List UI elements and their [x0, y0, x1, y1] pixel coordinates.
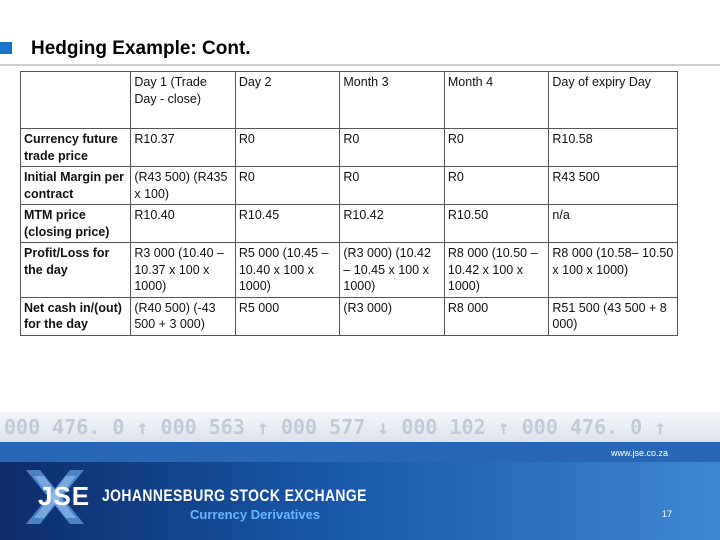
- jse-logo-text: JSE: [38, 481, 91, 511]
- table-cell: R10.50: [444, 205, 549, 243]
- table-row: [21, 205, 678, 243]
- title-bullet: [0, 42, 12, 54]
- table-cell: R0: [340, 129, 445, 167]
- header-cell-day1: Day 1 (Trade Day - close): [131, 72, 236, 129]
- table-row: [21, 167, 678, 205]
- table-cell: R0: [444, 167, 549, 205]
- title-divider: [0, 64, 720, 66]
- table-cell: R5 000: [235, 297, 340, 335]
- table-cell: (R3 000): [340, 297, 445, 335]
- table-cell: R51 500 (43 500 + 8 000): [549, 297, 678, 335]
- row-header: Net cash in/(out) for the day: [21, 297, 131, 335]
- header-cell-month3: Month 3: [340, 72, 445, 129]
- organization-name: JOHANNESBURG STOCK EXCHANGE: [102, 486, 367, 505]
- table-header-row: [21, 72, 678, 129]
- table-cell: R0: [340, 167, 445, 205]
- hedging-table: [20, 71, 678, 336]
- stock-ticker-strip: [0, 412, 720, 442]
- website-link[interactable]: www.jse.co.za: [610, 448, 668, 458]
- row-header: Currency future trade price: [21, 129, 131, 167]
- row-header: Initial Margin per contract: [21, 167, 131, 205]
- table-cell: R10.45: [235, 205, 340, 243]
- table-cell: R43 500: [549, 167, 678, 205]
- table-cell: R0: [235, 129, 340, 167]
- ticker-text: 000 476. 0 ↑ 000 563 ↑ 000 577 ↓ 000 102 ↑ 000 476. 0 ↑: [4, 415, 667, 439]
- table-cell: R3 000 (10.40 – 10.37 x 100 x 1000): [131, 243, 236, 298]
- table-row: [21, 243, 678, 298]
- table-cell: R10.40: [131, 205, 236, 243]
- table-cell: (R40 500) (-43 500 + 3 000): [131, 297, 236, 335]
- table-cell: R8 000: [444, 297, 549, 335]
- header-cell-expiry: Day of expiry Day: [549, 72, 678, 129]
- row-header: MTM price (closing price): [21, 205, 131, 243]
- table-cell: R0: [444, 129, 549, 167]
- division-name: Currency Derivatives: [190, 507, 321, 522]
- table-cell: n/a: [549, 205, 678, 243]
- table-row: [21, 297, 678, 335]
- table-cell: R10.58: [549, 129, 678, 167]
- table-cell: R0: [235, 167, 340, 205]
- table-row: [21, 129, 678, 167]
- table-cell: (R3 000) (10.42 – 10.45 x 100 x 1000): [340, 243, 445, 298]
- header-cell-month4: Month 4: [444, 72, 549, 129]
- table-cell: (R43 500) (R435 x 100): [131, 167, 236, 205]
- table-cell: R8 000 (10.58– 10.50 x 100 x 1000): [549, 243, 678, 298]
- slide-title: Hedging Example: Cont.: [31, 38, 251, 59]
- page-number: 17: [661, 509, 672, 519]
- table-cell: R10.42: [340, 205, 445, 243]
- table-cell: R5 000 (10.45 – 10.40 x 100 x 1000): [235, 243, 340, 298]
- header-cell-blank: [21, 72, 131, 129]
- table-cell: R10.37: [131, 129, 236, 167]
- row-header: Profit/Loss for the day: [21, 243, 131, 298]
- header-cell-day2: Day 2: [235, 72, 340, 129]
- table-cell: R8 000 (10.50 – 10.42 x 100 x 1000): [444, 243, 549, 298]
